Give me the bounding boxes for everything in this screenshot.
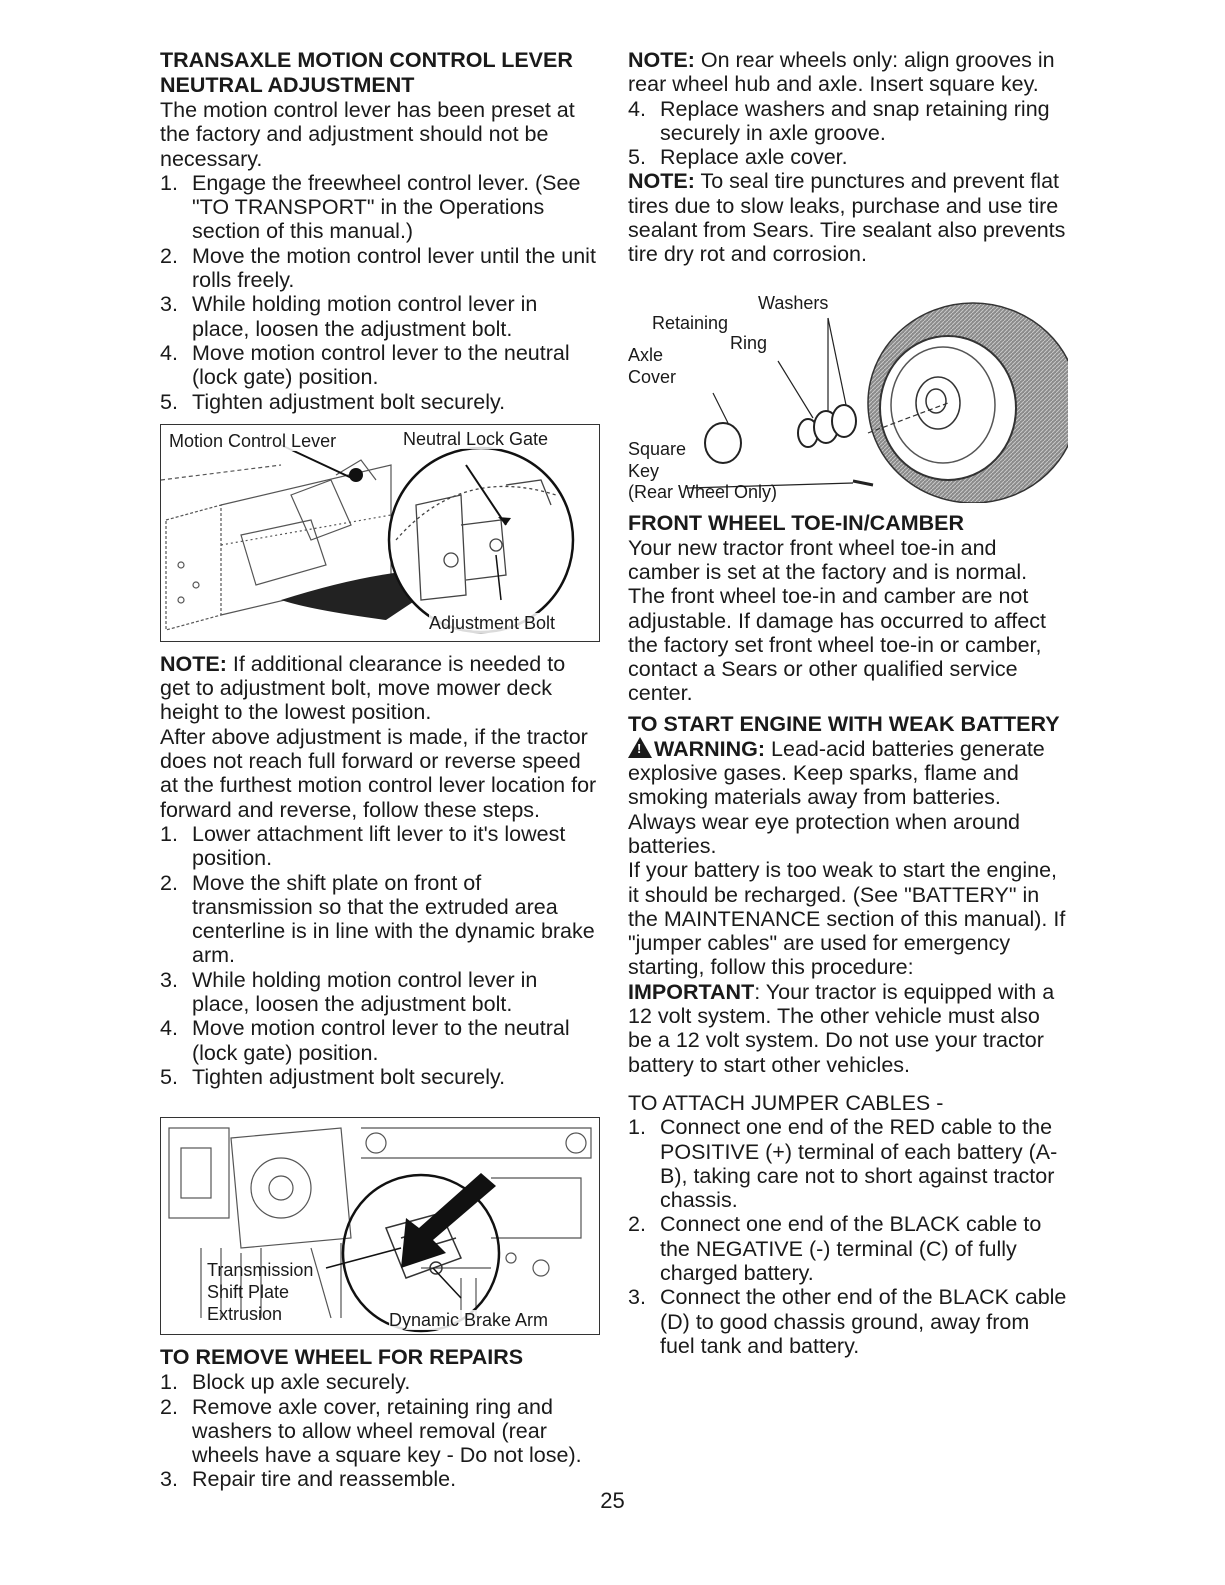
page-number: 25 xyxy=(600,1488,625,1513)
list-item: 1. Connect one end of the RED cable to the POSITIVE (+) terminal of each battery (A-B), taking care not to short against tractor chassis. xyxy=(628,1115,1058,1213)
toe-in-paragraph: Your new tractor front wheel toe-in and camber is set at the factory and is normal. The front wheel toe-in and camber are not adjustable. If damage has occurred to affect the factory set front wheel toe-in or camber, contact a Sears or other qualified service center. xyxy=(628,535,1046,706)
section-title-neutral-adjustment: NEUTRAL ADJUSTMENT xyxy=(160,73,415,97)
figure-transmission-shift-plate xyxy=(160,1117,600,1335)
label-neutral-lock-gate: Neutral Lock Gate xyxy=(403,428,549,449)
list-item: 2. Move the motion control lever until the unit rolls freely. xyxy=(160,243,596,293)
label-ring: Ring xyxy=(730,332,768,353)
label-extrusion: Extrusion xyxy=(207,1304,283,1325)
list-item: 3. While holding motion control lever in place, loosen the adjustment bolt. xyxy=(160,967,538,1017)
remove-wheel-steps xyxy=(160,1370,600,1491)
remove-wheel-steps-continued xyxy=(628,97,1068,170)
figure-motion-control-lever xyxy=(160,424,600,642)
label-square: Square xyxy=(628,438,687,459)
after-adjustment-paragraph: After above adjustment is made, if the tractor does not reach full forward or reverse speed at the furthest motion control lever location for forward and reverse, follow these steps. xyxy=(160,724,597,822)
intro-paragraph: The motion control lever has been preset at the factory and adjustment should not be necessary. xyxy=(160,98,575,171)
label-retaining: Retaining xyxy=(652,312,729,333)
weak-battery-paragraph: If your battery is too weak to start the engine, it should be recharged. (See "BATTERY" in the MAINTENANCE section of this manual). If "jumper cables" are used for emergency starting, follow this procedure: xyxy=(628,858,1066,980)
section-title-weak-battery: TO START ENGINE WITH WEAK BATTERY xyxy=(628,711,1060,736)
label-washers: Washers xyxy=(758,292,829,313)
label-axle: Axle xyxy=(628,344,664,365)
list-item: 3. While holding motion control lever in place, loosen the adjustment bolt. xyxy=(160,292,538,341)
section-title-remove-wheel: TO REMOVE WHEEL FOR REPAIRS xyxy=(160,1345,524,1370)
label-key: Key xyxy=(628,460,660,481)
attach-jumper-title: TO ATTACH JUMPER CABLES - xyxy=(628,1090,944,1115)
label-rear-wheel-only: (Rear Wheel Only) xyxy=(628,481,778,502)
list-item: 3. Repair tire and reassemble. xyxy=(160,1467,457,1492)
important-12-volt: IMPORTANT: Your tractor is equipped with a 12 volt system. The other vehicle must also be a 12 volt system. Do not use your tractor battery to start other vehicles. xyxy=(628,979,1055,1077)
jumper-cable-steps xyxy=(628,1115,1068,1358)
list-item: 1. Block up axle securely. xyxy=(160,1370,411,1395)
left-column xyxy=(160,48,600,1492)
list-item: 5. Tighten adjustment bolt securely. xyxy=(160,1064,506,1089)
note-clearance: NOTE: If additional clearance is needed to get to adjustment bolt, move mower deck height to the lowest position. xyxy=(160,651,566,725)
list-item: 2. Move the shift plate on front of transmission so that the extruded area centerline is in line with the dynamic brake arm. xyxy=(160,870,595,968)
note-tire-sealant: NOTE: To seal tire punctures and prevent flat tires due to slow leaks, purchase and use tire sealant from Sears. Tire sealant also prevents tire dry rot and corrosion. xyxy=(628,169,1066,267)
warning-triangle-icon: ! xyxy=(628,737,652,758)
figure-wheel-assembly xyxy=(628,293,1068,503)
warning-batteries: ! WARNING: Lead-acid batteries generate explosive gases. Keep sparks, flame and smoking materials away from batteries. Always wear eye protection when around batteries. xyxy=(628,736,1045,858)
list-item: 2. Connect one end of the BLACK cable to the NEGATIVE (-) terminal (C) of fully charged battery. xyxy=(628,1212,1042,1285)
adjustment-steps xyxy=(160,171,600,414)
label-dynamic-brake-arm: Dynamic Brake Arm xyxy=(389,1310,549,1331)
lever-illustration xyxy=(161,425,600,642)
label-shift-plate: Shift Plate xyxy=(207,1282,290,1303)
list-item: 2. Remove axle cover, retaining ring and washers to allow wheel removal (rear wheels have a square key - Do not lose). xyxy=(160,1394,582,1468)
label-motion-control-lever: Motion Control Lever xyxy=(169,430,337,451)
list-item: 3. Connect the other end of the BLACK cable (D) to good chassis ground, away from fuel tank and battery. xyxy=(628,1285,1067,1358)
list-item: 1. Engage the freewheel control lever. (See "TO TRANSPORT" in the Operations section of this manual.) xyxy=(160,170,581,244)
list-item: 4. Move motion control lever to the neutral (lock gate) position. xyxy=(160,1016,570,1065)
section-title-toe-in-camber: FRONT WHEEL TOE-IN/CAMBER xyxy=(628,510,965,535)
list-item: 5. Tighten adjustment bolt securely. xyxy=(160,389,506,414)
transmission-illustration xyxy=(161,1118,600,1335)
right-column xyxy=(628,48,1068,1358)
label-transmission: Transmission xyxy=(207,1260,314,1281)
label-cover: Cover xyxy=(628,366,677,387)
note-rear-wheels: NOTE: On rear wheels only: align grooves in rear wheel hub and axle. Insert square key. xyxy=(628,48,1055,97)
list-item: 4. Move motion control lever to the neutral (lock gate) position. xyxy=(160,340,570,390)
label-adjustment-bolt: Adjustment Bolt xyxy=(429,612,556,633)
transmission-steps xyxy=(160,822,600,1089)
list-item: 4. Replace washers and snap retaining ring securely in axle groove. xyxy=(628,96,1050,145)
section-title-motion-control: TRANSAXLE MOTION CONTROL LEVER xyxy=(160,48,573,72)
list-item: 1. Lower attachment lift lever to it's lowest position. xyxy=(160,821,566,871)
list-item: 5. Replace axle cover. xyxy=(628,145,848,170)
